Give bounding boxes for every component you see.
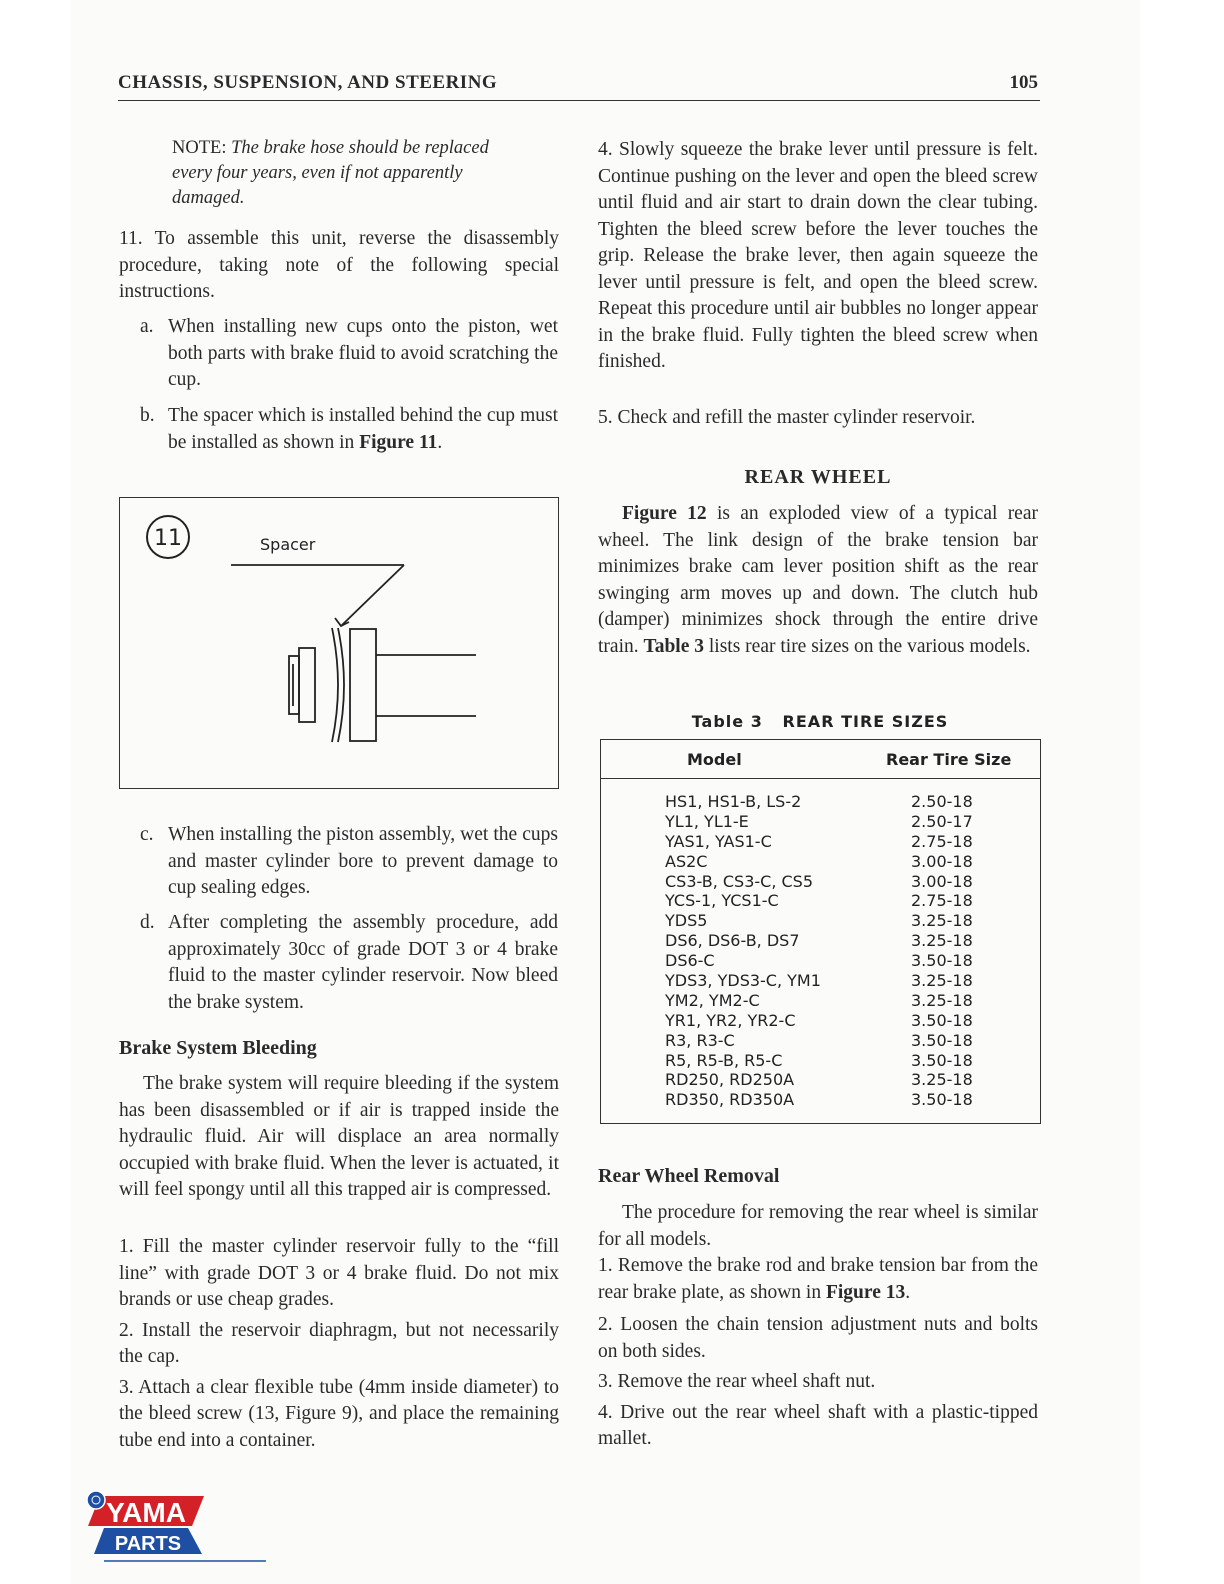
model-cell: DS6, DS6-B, DS7 — [665, 931, 800, 951]
model-cell: YAS1, YAS1-C — [665, 831, 772, 851]
tuning-fork-emblem-icon — [87, 1491, 105, 1509]
item-a — [140, 314, 558, 394]
model-cell: R5, R5-B, R5-C — [665, 1050, 783, 1070]
item-d — [140, 910, 558, 1016]
removal-step-1-text: 1. Remove the brake rod and brake tension bar from the rear brake plate, as shown in — [598, 1255, 1038, 1303]
tire-size-cell: 3.25-18 — [911, 931, 973, 951]
note-text: The brake hose should be replaced every four years, even if not apparently damaged. — [172, 138, 489, 208]
tire-size-cell: 3.50-18 — [911, 1030, 973, 1050]
bleeding-step-5: 5. Check and refill the master cylinder reservoir. — [598, 407, 976, 428]
model-cell: YDS5 — [665, 911, 708, 931]
item-c-text: When installing the piston assembly, wet the cups and master cylinder bore to prevent damage to cup sealing edges. — [168, 824, 558, 898]
figure-13-reference: Figure 13 — [825, 1281, 906, 1303]
column-header-size: Rear Tire Size — [886, 750, 1012, 769]
rear-tire-table — [600, 739, 1041, 1124]
item-b-label: b. — [140, 405, 155, 426]
tire-size-cell: 3.50-18 — [911, 1050, 973, 1070]
model-cell: RD350, RD350A — [665, 1090, 795, 1110]
model-cell: YL1, YL1-E — [665, 811, 749, 831]
item-b-period: . — [437, 431, 443, 453]
table-row — [665, 1031, 1025, 1051]
tire-size-cell: 2.75-18 — [911, 831, 973, 851]
note-label: NOTE: — [172, 138, 227, 158]
model-cell: YM2, YM2-C — [665, 990, 760, 1010]
removal-steps — [598, 1253, 1038, 1453]
tire-size-cell: 3.50-18 — [911, 1010, 973, 1030]
tire-size-cell: 3.25-18 — [911, 911, 973, 931]
bleeding-step-3: 3. Attach a clear flexible tube (4mm inside diameter) to the bleed screw (13, Figure 9), and place the remaining tube end into a container. — [119, 1376, 559, 1451]
figure-11-drawing — [120, 498, 560, 790]
table-row — [665, 971, 1025, 991]
table-body — [665, 792, 1025, 1110]
table-row — [665, 812, 1025, 832]
item-a-text: When installing new cups onto the piston, wet both parts with brake fluid to avoid scratching the cup. — [168, 316, 558, 390]
removal-step-4: 4. Drive out the rear wheel shaft with a plastic-tipped mallet. — [598, 1401, 1038, 1449]
table-row — [665, 891, 1025, 911]
tire-size-cell: 3.25-18 — [911, 1070, 973, 1090]
model-cell: DS6-C — [665, 951, 715, 971]
tire-size-cell: 2.50-17 — [911, 811, 973, 831]
table-row — [665, 872, 1025, 892]
logo-top-text: YAMA — [106, 1497, 186, 1528]
rear-wheel-intro — [598, 501, 1038, 660]
rear-wheel-removal-heading: Rear Wheel Removal — [598, 1165, 780, 1187]
leader-arrow — [341, 565, 404, 626]
item-c — [140, 822, 558, 902]
yamaparts-logo-graphic — [86, 1488, 271, 1564]
table-row — [665, 792, 1025, 812]
yamaparts-logo — [86, 1488, 271, 1564]
table-row — [665, 832, 1025, 852]
bleeding-intro: The brake system will require bleeding if the system has been disassembled or if air is trapped inside the hydraulic fluid. Air will displace an area normally occupied with brake fluid. When the lever is actuated, it will feel spongy until all this trapped air is compressed. — [119, 1073, 559, 1200]
removal-step-2: 2. Loosen the chain tension adjustment nuts and bolts on both sides. — [598, 1314, 1038, 1362]
bleeding-step-2: 2. Install the reservoir diaphragm, but not necessarily the cap. — [119, 1319, 559, 1367]
spacer-outer — [332, 628, 338, 742]
item-b-text: The spacer which is installed behind the cup must be installed as shown in — [168, 405, 558, 453]
tire-size-cell: 3.00-18 — [911, 851, 973, 871]
model-cell: AS2C — [665, 851, 708, 871]
model-cell: R3, R3-C — [665, 1030, 735, 1050]
item-d-text: After completing the assembly procedure, add approximately 30cc of grade DOT 3 or 4 brake fluid to the master cylinder reservoir. Now bleed the brake system. — [168, 912, 558, 1013]
item-c-label: c. — [140, 824, 154, 845]
figure-11-reference: Figure 11 — [359, 431, 438, 453]
table-row — [665, 991, 1025, 1011]
piston-end — [289, 656, 299, 714]
table-header — [601, 740, 1040, 779]
column-header-model: Model — [687, 750, 742, 769]
rear-intro-text-a: is an exploded view of a typical rear wheel. The link design of the brake tension bar minimizes brake cam lever position shift as the rear swinging arm moves up and down. The clutch hub (damper) minimizes shock through the entire drive train. — [598, 503, 1038, 657]
spacer-label: Spacer — [260, 535, 316, 554]
logo-bottom-text: PARTS — [114, 1533, 182, 1555]
note — [172, 136, 512, 211]
removal-step-3: 3. Remove the rear wheel shaft nut. — [598, 1371, 876, 1392]
tire-size-cell: 3.50-18 — [911, 1090, 973, 1110]
table-row — [665, 1011, 1025, 1031]
table-3-reference: Table 3 — [643, 635, 704, 657]
tire-size-cell: 3.25-18 — [911, 990, 973, 1010]
item-a-label: a. — [140, 316, 154, 337]
removal-step-1-period: . — [905, 1281, 911, 1303]
page-number: 105 — [1009, 72, 1038, 93]
model-cell: YCS-1, YCS1-C — [665, 891, 779, 911]
figure-11 — [119, 497, 559, 789]
tire-size-cell: 3.50-18 — [911, 951, 973, 971]
table-row — [665, 931, 1025, 951]
removal-step-1 — [598, 1253, 1038, 1306]
chapter-title: CHASSIS, SUSPENSION, AND STEERING — [118, 72, 498, 93]
table-title: Table 3 REAR TIRE SIZES — [691, 712, 949, 731]
rear-intro-text-b: lists rear tire sizes on the various models. — [704, 635, 1031, 657]
table-row — [665, 911, 1025, 931]
bleeding-step-1: 1. Fill the master cylinder reservoir fully to the “fill line” with grade DOT 3 or 4 brake fluid. Do not mix brands or use cheap grades. — [119, 1236, 559, 1310]
table-row — [665, 1090, 1025, 1110]
running-header — [118, 68, 1040, 101]
table-row — [665, 852, 1025, 872]
cylinder-body — [350, 629, 376, 741]
brake-bleeding-heading: Brake System Bleeding — [119, 1037, 317, 1059]
item-b — [140, 403, 558, 456]
bleeding-step-4: 4. Slowly squeeze the brake lever until pressure is felt. Continue pushing on the lever and open the bleed screw until fluid and air start to drain down the clear tubing. Tighten the bleed screw before the lever touches the grip. Release the brake lever, then again squeeze the lever until pressure is felt, and open the bleed screw. Repeat this procedure until air bubbles no longer appear in the brake fluid. Fully tighten the bleed screw when finished. — [598, 139, 1038, 372]
table-row — [665, 1070, 1025, 1090]
figure-12-reference: Figure 12 — [622, 503, 707, 524]
table-row — [665, 1051, 1025, 1071]
removal-intro: The procedure for removing the rear wheel is similar for all models. — [598, 1202, 1038, 1250]
step-11-text: 11. To assemble this unit, reverse the disassembly procedure, taking note of the following special instructions. — [119, 228, 559, 302]
table-row — [665, 951, 1025, 971]
model-cell: YDS3, YDS3-C, YM1 — [665, 971, 821, 991]
model-cell: YR1, YR2, YR2-C — [665, 1010, 796, 1030]
model-cell: RD250, RD250A — [665, 1070, 795, 1090]
tire-size-cell: 3.00-18 — [911, 871, 973, 891]
piston-cup — [299, 648, 315, 722]
spacer-diagram — [231, 565, 476, 742]
paragraph-step-11 — [119, 226, 559, 306]
item-d-label: d. — [140, 912, 155, 933]
bleeding-steps — [119, 1234, 559, 1454]
tire-size-cell: 3.25-18 — [911, 971, 973, 991]
tire-size-cell: 2.50-18 — [911, 792, 973, 811]
model-cell: CS3-B, CS3-C, CS5 — [665, 871, 813, 891]
model-cell: HS1, HS1-B, LS-2 — [665, 792, 802, 811]
tire-size-cell: 2.75-18 — [911, 891, 973, 911]
rear-wheel-heading: REAR WHEEL — [744, 466, 892, 488]
figure-number: 11 — [154, 526, 182, 551]
